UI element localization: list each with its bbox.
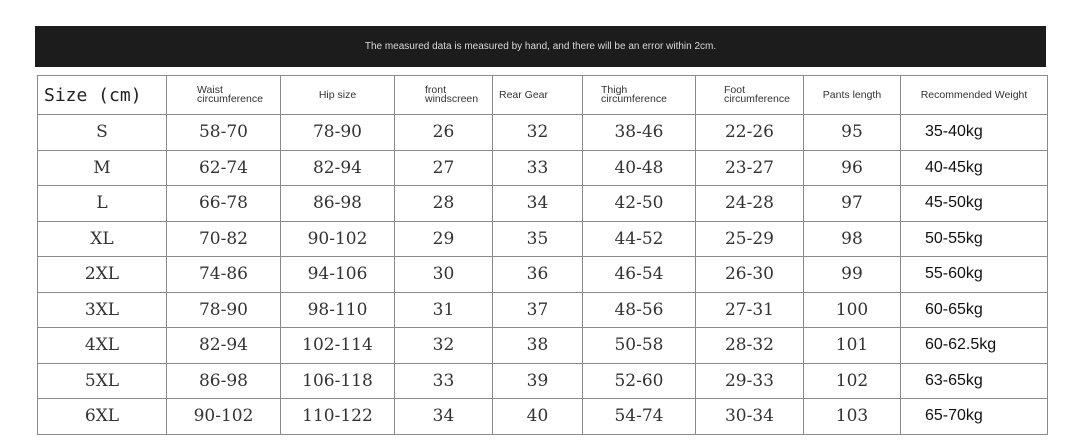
waist-cell: 58-70: [167, 115, 281, 151]
rear-rise-cell: 34: [493, 186, 583, 222]
table-row: [38, 399, 1048, 435]
pants-length-cell: 95: [804, 115, 901, 151]
front-rise-cell: 28: [395, 186, 493, 222]
waist-cell: 74-86: [167, 257, 281, 293]
pants-length-cell: 103: [804, 399, 901, 435]
header-row: [38, 76, 1048, 115]
header-pants-length: Pants length: [804, 76, 901, 115]
rear-rise-cell: 40: [493, 399, 583, 435]
foot-cell: 25-29: [696, 221, 804, 257]
rear-rise-cell: 32: [493, 115, 583, 151]
weight-cell: 35-40kg: [901, 115, 1048, 151]
foot-cell: 23-27: [696, 150, 804, 186]
rear-rise-cell: 35: [493, 221, 583, 257]
waist-cell: 90-102: [167, 399, 281, 435]
waist-cell: 66-78: [167, 186, 281, 222]
table-row: [38, 221, 1048, 257]
table-row: [38, 363, 1048, 399]
pants-length-cell: 97: [804, 186, 901, 222]
measurement-notice-banner: [35, 26, 1046, 67]
pants-length-cell: 96: [804, 150, 901, 186]
table-row: [38, 328, 1048, 364]
pants-length-cell: 100: [804, 292, 901, 328]
thigh-cell: 44-52: [583, 221, 696, 257]
thigh-cell: 50-58: [583, 328, 696, 364]
size-cell: 3XL: [38, 292, 167, 328]
front-rise-cell: 30: [395, 257, 493, 293]
weight-cell: 40-45kg: [901, 150, 1048, 186]
front-rise-cell: 27: [395, 150, 493, 186]
rear-rise-cell: 38: [493, 328, 583, 364]
foot-cell: 30-34: [696, 399, 804, 435]
foot-cell: 27-31: [696, 292, 804, 328]
size-cell: 2XL: [38, 257, 167, 293]
foot-cell: 24-28: [696, 186, 804, 222]
foot-cell: 29-33: [696, 363, 804, 399]
rear-rise-cell: 37: [493, 292, 583, 328]
weight-cell: 65-70kg: [901, 399, 1048, 435]
foot-cell: 28-32: [696, 328, 804, 364]
header-size: Size (cm): [38, 76, 167, 115]
size-cell: M: [38, 150, 167, 186]
rear-rise-cell: 33: [493, 150, 583, 186]
size-cell: 6XL: [38, 399, 167, 435]
size-cell: 4XL: [38, 328, 167, 364]
weight-cell: 63-65kg: [901, 363, 1048, 399]
hip-cell: 90-102: [281, 221, 395, 257]
weight-cell: 50-55kg: [901, 221, 1048, 257]
hip-cell: 110-122: [281, 399, 395, 435]
header-thigh: Thigh circumference: [583, 76, 696, 115]
pants-length-cell: 101: [804, 328, 901, 364]
hip-cell: 98-110: [281, 292, 395, 328]
header-recommended-weight: Recommended Weight: [901, 76, 1048, 115]
front-rise-cell: 33: [395, 363, 493, 399]
weight-cell: 60-62.5kg: [901, 328, 1048, 364]
table-row: [38, 186, 1048, 222]
hip-cell: 94-106: [281, 257, 395, 293]
front-rise-cell: 32: [395, 328, 493, 364]
pants-length-cell: 102: [804, 363, 901, 399]
table-row: [38, 115, 1048, 151]
waist-cell: 70-82: [167, 221, 281, 257]
front-rise-cell: 31: [395, 292, 493, 328]
header-hip: Hip size: [281, 76, 395, 115]
foot-cell: 22-26: [696, 115, 804, 151]
table-row: [38, 292, 1048, 328]
waist-cell: 62-74: [167, 150, 281, 186]
measurement-notice-text: The measured data is measured by hand, and there will be an error within 2cm.: [364, 41, 717, 52]
size-chart-table: [37, 75, 1048, 435]
thigh-cell: 52-60: [583, 363, 696, 399]
foot-cell: 26-30: [696, 257, 804, 293]
thigh-cell: 40-48: [583, 150, 696, 186]
waist-cell: 82-94: [167, 328, 281, 364]
table-row: [38, 257, 1048, 293]
table-row: [38, 150, 1048, 186]
front-rise-cell: 26: [395, 115, 493, 151]
waist-cell: 86-98: [167, 363, 281, 399]
weight-cell: 60-65kg: [901, 292, 1048, 328]
waist-cell: 78-90: [167, 292, 281, 328]
rear-rise-cell: 39: [493, 363, 583, 399]
header-front-rise: front windscreen: [395, 76, 493, 115]
thigh-cell: 54-74: [583, 399, 696, 435]
weight-cell: 55-60kg: [901, 257, 1048, 293]
front-rise-cell: 29: [395, 221, 493, 257]
header-rear-rise: Rear Gear: [493, 76, 583, 115]
rear-rise-cell: 36: [493, 257, 583, 293]
thigh-cell: 48-56: [583, 292, 696, 328]
thigh-cell: 38-46: [583, 115, 696, 151]
hip-cell: 78-90: [281, 115, 395, 151]
weight-cell: 45-50kg: [901, 186, 1048, 222]
thigh-cell: 42-50: [583, 186, 696, 222]
header-foot: Foot circumference: [696, 76, 804, 115]
header-waist: Waist circumference: [167, 76, 281, 115]
pants-length-cell: 98: [804, 221, 901, 257]
hip-cell: 82-94: [281, 150, 395, 186]
hip-cell: 102-114: [281, 328, 395, 364]
hip-cell: 106-118: [281, 363, 395, 399]
pants-length-cell: 99: [804, 257, 901, 293]
front-rise-cell: 34: [395, 399, 493, 435]
hip-cell: 86-98: [281, 186, 395, 222]
thigh-cell: 46-54: [583, 257, 696, 293]
size-cell: L: [38, 186, 167, 222]
size-cell: 5XL: [38, 363, 167, 399]
size-cell: XL: [38, 221, 167, 257]
size-cell: S: [38, 115, 167, 151]
